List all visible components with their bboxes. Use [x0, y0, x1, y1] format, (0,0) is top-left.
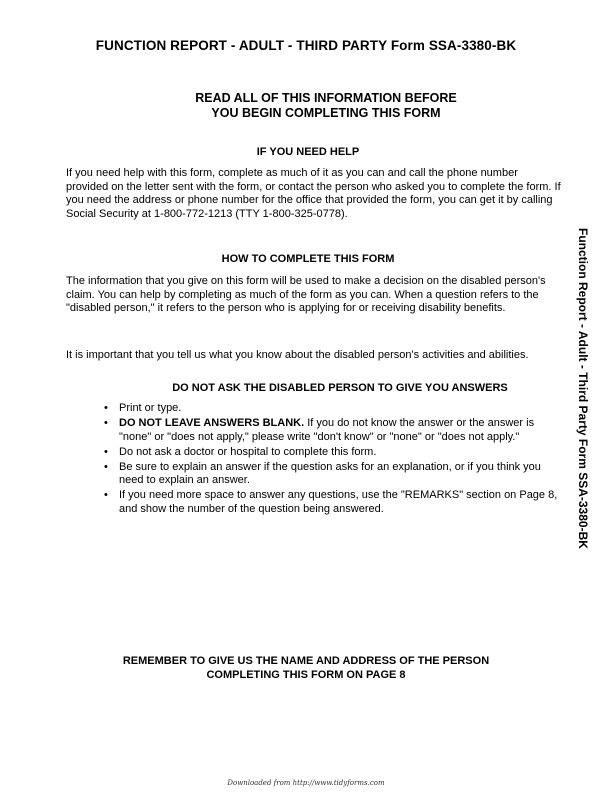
list-item-text: Print or type.	[119, 402, 182, 414]
read-heading-line-1: READ ALL OF THIS INFORMATION BEFORE	[195, 91, 457, 105]
help-paragraph: If you need help with this form, complete as much of it as you can and call the phone number provided on the letter sent with the form, or contact the person who asked you to complete the form. If you need the address or phone number for the office that provided the form, you can get it by calling Social Security at 1-800-772-1213 (TTY 1-800-325-0778).	[66, 167, 561, 220]
bullet-icon: •	[104, 417, 108, 429]
remember-line-1: REMEMBER TO GIVE US THE NAME AND ADDRESS OF THE PERSON	[122, 655, 490, 667]
bullet-icon: •	[104, 489, 108, 501]
list-item-text: If you need more space to answer any questions, use the "REMARKS" section on Page 8, and show the number of the question being answered.	[119, 489, 558, 515]
list-item	[104, 402, 564, 416]
list-item-text: Do not ask a doctor or hospital to complete this form.	[119, 445, 377, 458]
list-item-text: If you do not know the answer or the answer is "none" or "does not apply," please write "don't know" or "none" or "does not apply."	[119, 417, 535, 443]
list-item-emphasis: DO NOT LEAVE ANSWERS BLANK.	[119, 417, 305, 429]
importance-paragraph: It is important that you tell us what you know about the disabled person's activities and abilities.	[66, 349, 529, 361]
list-item	[104, 446, 564, 460]
remember-notice	[0, 654, 612, 682]
bullet-icon: •	[104, 445, 108, 458]
download-footer: Downloaded from http://www.tidyforms.com	[227, 779, 385, 787]
remember-line-2: COMPLETING THIS FORM ON PAGE 8	[206, 669, 406, 681]
list-item-text: Be sure to explain an answer if the question asks for an explanation, or if you think you need to explain an answer.	[119, 460, 541, 486]
instruction-list	[104, 402, 564, 518]
read-instructions-heading	[0, 91, 612, 121]
how-to-complete-paragraph: The information that you give on this form will be used to make a decision on the disabled person's claim. You can help by completing as much of the form as you can. When a question refers to the "disabled person," it refers to the person who is applying for or receiving disability benefits.	[66, 275, 546, 314]
list-item	[104, 417, 564, 444]
help-heading: IF YOU NEED HELP	[256, 146, 360, 158]
list-item	[104, 489, 564, 516]
list-item	[104, 461, 564, 488]
read-heading-line-2: YOU BEGIN COMPLETING THIS FORM	[211, 106, 441, 120]
bullet-icon: •	[104, 460, 108, 473]
bullet-icon: •	[104, 402, 108, 414]
how-to-complete-heading: HOW TO COMPLETE THIS FORM	[221, 253, 395, 265]
form-title: FUNCTION REPORT - ADULT - THIRD PARTY Form SSA-3380-BK	[95, 38, 517, 53]
side-form-label: Function Report - Adult - Third Party Form SSA-3380-BK	[576, 227, 590, 549]
do-not-ask-heading: DO NOT ASK THE DISABLED PERSON TO GIVE YOU ANSWERS	[172, 382, 508, 394]
